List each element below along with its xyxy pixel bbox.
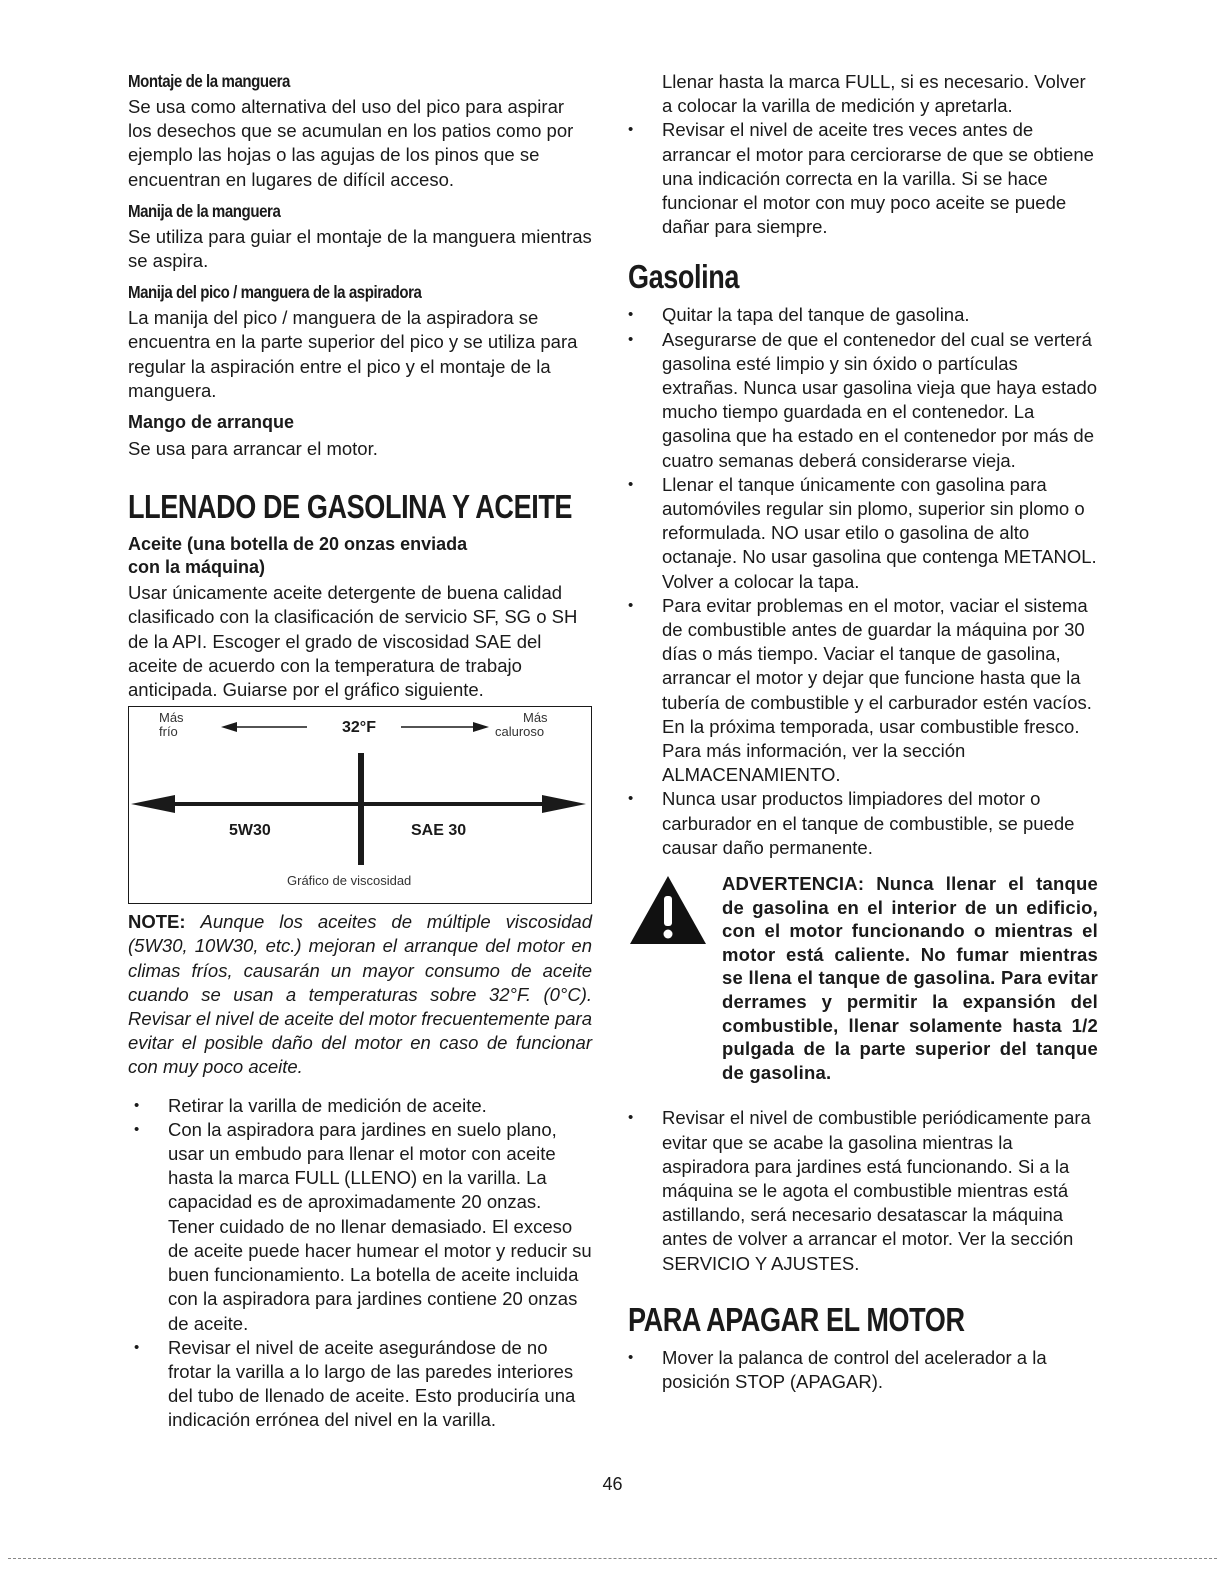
note-text: Aunque los aceites de múltiple viscosidad (5W30, 10W30, etc.) mejoran el arranque del motor en climas fríos, causarán un mayor consumo de aceite cuando se usan a temperaturas sobre 32°F. (0°C). Revisar el nivel de aceite del motor frecuentemente para evitar el posible daño del motor en caso de funcionar con muy poco aceite.: [128, 911, 593, 1078]
list-item: • Asegurarse de que el contenedor del cual se verterá gasolina esté limpio y sin óxido o partículas extrañas. Nunca usar gasolina vieja que haya estado mucho tiempo guardada en el contenedor. La gasolina que ha estado en el contenedor por más de cuatro semanas deberá considerarse vieja.: [628, 328, 1098, 473]
apagar-title: PARA APAGAR EL MOTOR: [628, 1300, 965, 1338]
list-item: • Con la aspiradora para jardines en suelo plano, usar un embudo para llenar el motor con aceite hasta la marca FULL (LLENO) en la varilla. La capacidad es de aproximadamente 20 onzas. Tener cuidado de no llenar demasiado. El exceso de aceite puede hacer humear el motor y reducir su buen funcionamiento. La botella de aceite incluida con la aspiradora para jardines contiene 20 onzas de aceite.: [134, 1118, 592, 1336]
llenado-title: LLENADO DE GASOLINA Y ACEITE: [128, 488, 573, 526]
apagar-bullet-list: [628, 1346, 1098, 1394]
gasolina-title: Gasolina: [628, 258, 740, 296]
chart-temp: 32°F: [342, 719, 376, 737]
note-paragraph: [128, 910, 592, 1079]
list-item: • Para evitar problemas en el motor, vaciar el sistema de combustible antes de guardar la máquina por 30 días o más tiempo. Vaciar el tanque de gasolina, arrancar el motor y dejar que funcione hasta que la tubería de combustible y el carburador estén vacíos. En la próxima temporada, usar combustible fresco. Para más información, ver la sección ALMACENAMIENTO.: [628, 594, 1098, 788]
divider-bar: [358, 753, 364, 865]
montaje-text: Se usa como alternativa del uso del pico para aspirar los desechos que se acumulan en los patios como por ejemplo las hojas o las agujas de los pinos que se encuentran en lugares de difícil acceso.: [128, 96, 574, 190]
chart-left-oil: 5W30: [229, 822, 271, 840]
list-item: • Revisar el nivel de aceite asegurándose de no frotar la varilla a lo largo de las paredes interiores del tubo de llenado de aceite. Esto produciría una indicación errónea del nivel en la varilla.: [134, 1336, 592, 1433]
oil-check-bullet: [628, 118, 1098, 239]
oil-continued-text: Llenar hasta la marca FULL, si es necesario. Volver a colocar la varilla de medición y apretarla.: [662, 71, 1086, 117]
manija-heading: Manija de la manguera: [128, 200, 281, 221]
chart-mas-right: Más: [523, 710, 548, 726]
list-item: • Llenar el tanque únicamente con gasolina para automóviles regular sin plomo, superior sin plomo o reformulada. NO usar etilo o gasolina de alto octanaje. No usar gasolina que contenga METANOL. Volver a colocar la tapa.: [628, 473, 1098, 594]
manija-text: Se utiliza para guiar el montaje de la manguera mientras se aspira.: [128, 225, 592, 272]
fuel-level-bullet: [628, 1106, 1098, 1275]
warning-text: ADVERTENCIA: Nunca llenar el tanque de gasolina en el interior de un edificio, con el motor funcionando o mientras el motor está caliente. No fumar mientras se llena el tanque de gasolina. Para evitar derrames y permitir la expansión del combustible, llenar solamente hasta 1/2 pulgada de la parte superior del tanque de gasolina.: [722, 873, 1098, 1083]
chart-mas-left: Más: [159, 710, 184, 726]
note-label: NOTE:: [128, 911, 186, 933]
list-item: • Mover la palanca de control del acelerador a la posición STOP (APAGAR).: [628, 1346, 1098, 1394]
oil-bullet-list: [134, 1094, 592, 1433]
top-left-arrowhead: [221, 722, 237, 732]
list-item: • Nunca usar productos limpiadores del motor o carburador en el tanque de combustible, se puede causar daño permanente.: [628, 787, 1098, 860]
montaje-heading: Montaje de la manguera: [128, 71, 290, 91]
main-right-arrowhead: [542, 795, 586, 813]
main-left-arrowhead: [131, 795, 175, 813]
top-right-arrowhead: [473, 722, 489, 732]
list-item: • Revisar el nivel de combustible periódicamente para evitar que se acabe la gasolina mientras la aspiradora para jardines está funcionando. Si a la máquina se le agota el combustible mientras está astillando, será necesario desatascar la máquina antes de volver a arrancar el motor. Ver la sección SERVICIO Y AJUSTES.: [628, 1106, 1098, 1275]
list-item: • Revisar el nivel de aceite tres veces antes de arrancar el motor para cerciorarse de que se obtiene una indicación correcta en la varilla. Si se hace funcionar el motor con muy poco aceite se puede dañar para siempre.: [628, 118, 1098, 239]
mango-text: Se usa para arrancar el motor.: [128, 438, 378, 460]
left-column: [128, 64, 592, 1433]
chart-right-oil: SAE 30: [411, 822, 467, 840]
gasoline-bullet-list: [628, 303, 1098, 860]
viscosity-chart: [128, 706, 592, 904]
chart-caluroso: caluroso: [495, 724, 545, 740]
chart-caption: Gráfico de viscosidad: [287, 873, 412, 889]
aceite-text: Usar únicamente aceite detergente de buena calidad clasificado con la clasificación de servicio SF, SG o SH de la API. Escoger el grado de viscosidad SAE del aceite de acuerdo con la temperatura de trabajo anticipada. Guiarse por el gráfico siguiente.: [128, 582, 578, 701]
aceite-heading-line1: Aceite (una botella de 20 onzas enviada: [128, 534, 468, 555]
mango-heading: Mango de arranque: [128, 412, 295, 433]
warning-triangle-icon: [628, 874, 708, 951]
list-item: • Quitar la tapa del tanque de gasolina.: [628, 303, 1098, 327]
chart-frio: frío: [159, 724, 178, 740]
list-item: • Retirar la varilla de medición de aceite.: [134, 1094, 592, 1118]
right-column: [628, 64, 1098, 1394]
aceite-heading-line2: con la máquina): [128, 557, 266, 578]
manija-pico-heading: Manija del pico / manguera de la aspiradora: [128, 282, 422, 303]
warning-block: [628, 872, 1098, 1084]
chart-arrows: [129, 707, 589, 903]
manija-pico-text: La manija del pico / manguera de la aspiradora se encuentra en la parte superior del pico y se utiliza para regular la aspiración entre el pico y el montaje de la manguera.: [128, 307, 578, 401]
page-number: 46: [602, 1474, 623, 1494]
bottom-divider: [8, 1558, 1217, 1559]
